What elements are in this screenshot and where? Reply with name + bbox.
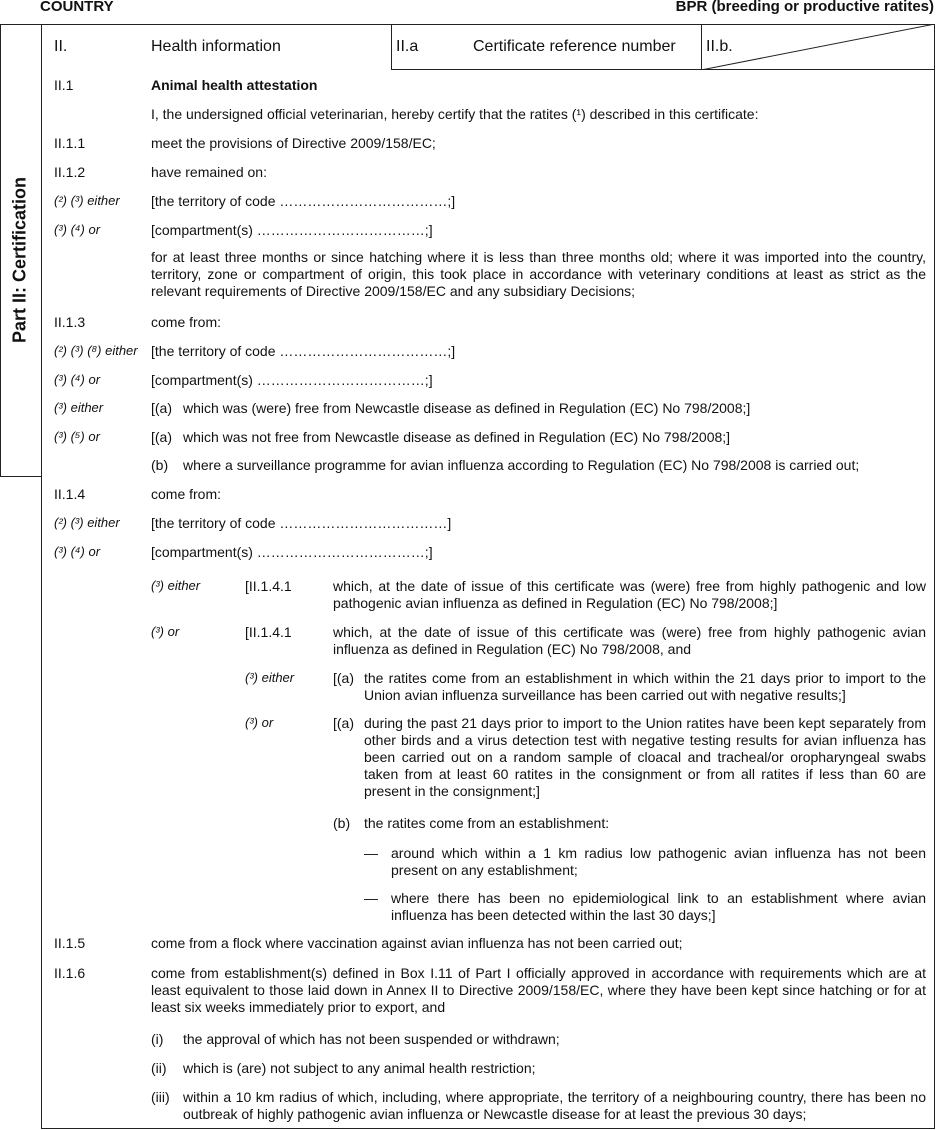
option-marker: (²) (³) either [54, 193, 120, 208]
option-text: [compartment(s) ………………………………;] [151, 222, 433, 238]
dash-bullet: — [364, 845, 378, 861]
item-text: have remained on: [151, 164, 267, 180]
option-text: [compartment(s) ………………………………;] [151, 372, 433, 388]
option-text: where a surveillance programme for avian influenza according to Regulation (EC) No 798/2008 is carried out; [183, 457, 860, 473]
ref-label: Certificate reference number [473, 38, 676, 55]
option-marker: (³) (⁴) or [54, 222, 101, 237]
sub-code: [II.1.4.1 [245, 624, 292, 640]
option-text: which was not free from Newcastle disease as defined in Regulation (EC) No 798/2008;] [183, 429, 731, 445]
item-number: II.1.3 [54, 314, 86, 330]
item-number: II.1.6 [54, 965, 86, 981]
option-marker: (²) (³) (⁸) either [54, 343, 138, 358]
option-marker: (³) (⁴) or [54, 544, 101, 559]
main-frame [41, 24, 935, 1129]
option-text: [the territory of code ………………………………;] [151, 193, 456, 209]
sub-marker: [(a) [151, 400, 172, 416]
option-text: which, at the date of issue of this certificate was (were) free from highly pathogenic and low pathogenic avian influenza as defined in Regulation (EC) No 798/2008;] [333, 578, 926, 611]
option-text: which is (are) not subject to any animal health restriction; [183, 1060, 536, 1076]
option-text: the ratites come from an establishment in which within the 21 days prior to import to the Union avian influenza surveillance has been carried out with negative results;] [364, 670, 926, 703]
option-text: around which within a 1 km radius low pathogenic avian influenza has not been present on any establishment; [391, 845, 926, 878]
diagonal-strike [701, 24, 935, 70]
item-text: come from: [151, 314, 222, 330]
option-marker: (³) or [245, 715, 274, 730]
option-text: which, at the date of issue of this certificate was (were) free from highly pathogenic avian influenza as defined in Regulation (EC) No 798/2008, and [333, 624, 926, 657]
item-text: come from a flock where vaccination against avian influenza has not been carried out; [151, 935, 683, 951]
option-marker: (³) either [151, 578, 201, 593]
item-number: II.1.2 [54, 164, 86, 180]
option-text: [the territory of code ………………………………] [151, 515, 452, 531]
sub-marker: (ii) [151, 1060, 167, 1076]
item-text: come from: [151, 486, 222, 502]
section-number: II.1 [54, 77, 74, 93]
country-label: COUNTRY [40, 0, 114, 15]
option-marker: (³) either [54, 400, 104, 415]
item-number: II.1.1 [54, 135, 86, 151]
option-marker: (³) (⁵) or [54, 429, 100, 444]
sub-marker: (iii) [151, 1089, 170, 1105]
option-text: [the territory of code ………………………………;] [151, 343, 456, 359]
intro-text: I, the undersigned official veterinarian, hereby certify that the ratites (¹) described in this certificate: [151, 106, 759, 122]
option-text: the ratites come from an establishment: [364, 815, 610, 831]
health-information: Health information [151, 38, 281, 55]
option-text: within a 10 km radius of which, including, where appropriate, the territory of a neighbouring country, there has been no outbreak of highly pathogenic avian influenza or Newcastle disease for at least the previous 30 days; [183, 1089, 926, 1122]
item-number: II.1.4 [54, 486, 86, 502]
item-text: come from establishment(s) defined in Box I.11 of Part I officially approved in accordance with requirements which are at least equivalent to those laid down in Annex II to Directive 2009/158/EC, where they have been kept since hatching or for at least six weeks immediately prior to export, and [151, 965, 926, 1015]
sub-marker: [(a) [333, 670, 354, 686]
section-heading: Animal health attestation [151, 77, 318, 93]
item-text: meet the provisions of Directive 2009/158/EC; [151, 135, 436, 151]
option-text: [compartment(s) ………………………………;] [151, 544, 433, 560]
option-text: which was (were) free from Newcastle disease as defined in Regulation (EC) No 798/2008;] [183, 400, 751, 416]
option-marker: (²) (³) either [54, 515, 120, 530]
sub-marker: (i) [151, 1031, 164, 1047]
certificate-title: BPR (breeding or productive ratites) [675, 0, 934, 15]
ref-code: II.a [396, 38, 419, 55]
option-text: the approval of which has not been suspended or withdrawn; [183, 1031, 560, 1047]
sub-marker: (b) [151, 457, 169, 473]
sub-marker: [(a) [333, 715, 354, 731]
option-marker: (³) either [245, 670, 295, 685]
paragraph: for at least three months or since hatching where it is less than three months old; where it was imported into the country, territory, zone or compartment of origin, this took place in accordance with veterinary conditions at least as strict as the relevant requirements of Directive 2009/158/EC and any subsidiary Decisions; [151, 249, 926, 299]
part-number: II. [54, 38, 68, 55]
item-number: II.1.5 [54, 935, 86, 951]
option-marker: (³) or [151, 624, 180, 639]
option-marker: (³) (⁴) or [54, 372, 101, 387]
option-text: during the past 21 days prior to import to the Union ratites have been kept separately from other birds and a virus detection test with negative testing results for avian influenza has been carried out on a random sample of cloacal and tracheal/or oropharyngeal swabs taken from at least 60 ratites in the consignment or from all ratites if less than 60 are present in the consignment;] [364, 715, 926, 799]
sub-marker: [(a) [151, 429, 172, 445]
option-text: where there has been no epidemiological link to an establishment where avian influenza has been detected within the last 30 days;] [391, 890, 926, 923]
side-label: Part II: Certification [9, 176, 30, 344]
sub-marker: (b) [333, 815, 351, 831]
dash-bullet: — [364, 890, 378, 906]
iib-label: II.b. [706, 38, 733, 55]
sub-code: [II.1.4.1 [245, 578, 292, 594]
